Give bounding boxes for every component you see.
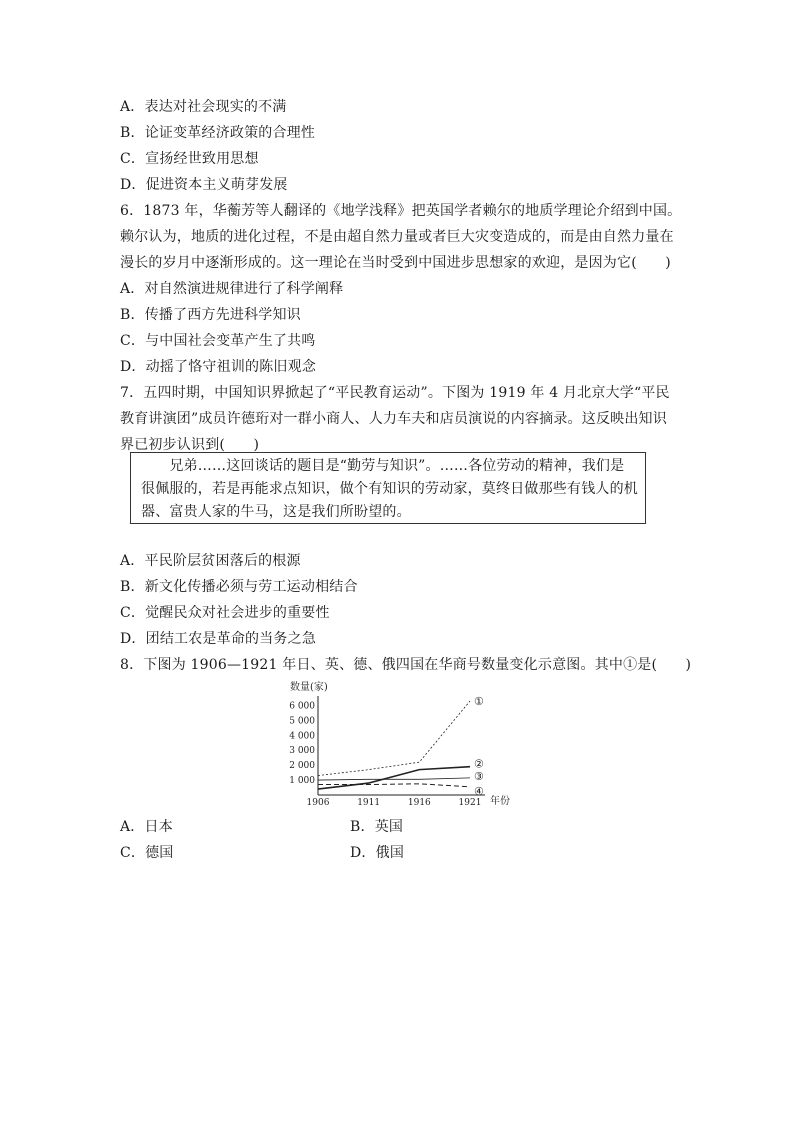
q6-stem-line-1: 6．1873 年，华蘅芳等人翻译的《地学浅释》把英国学者赖尔的地质学理论介绍到中国。	[120, 203, 682, 219]
series-label-4: ④	[474, 784, 484, 798]
series-label-3: ③	[474, 769, 484, 783]
x-tick-label: 1906	[306, 798, 330, 808]
q8-option-a: A．日本	[120, 819, 173, 835]
q7-quote-line-2: 很佩服的，若是再能求点知识，做个有知识的劳动家，莫终日做那些有钱人的机	[141, 481, 638, 497]
q6-stem-line-3: 漫长的岁月中逐渐形成的。这一理论在当时受到中国进步思想家的欢迎，是因为它( )	[120, 255, 671, 271]
q6-option-a: A．对自然演进规律进行了科学阐释	[120, 281, 344, 297]
y-tick-label: 6 000	[289, 701, 315, 712]
q7-quote-line-3: 器、富贵人家的牛马，这是我们所盼望的。	[141, 504, 411, 520]
q5-option-c: C．宣扬经世致用思想	[120, 151, 259, 167]
q8-option-b: B．英国	[350, 819, 404, 835]
q6-option-b: B．传播了西方先进科学知识	[120, 307, 301, 323]
y-tick-label: 2 000	[289, 761, 315, 772]
y-tick-label: 5 000	[289, 716, 315, 727]
q5-option-d: D．促进资本主义萌芽发展	[120, 177, 288, 193]
q7-quote-line-1: 兄弟……这回谈话的题目是“勤劳与知识”。……各位劳动的精神，我们是	[141, 458, 625, 474]
q8-line-chart	[280, 680, 530, 810]
x-tick-label: 1921	[458, 798, 482, 808]
y-tick-label: 4 000	[289, 731, 315, 742]
q8-stem: 8．下图为 1906—1921 年日、英、德、俄四国在华商号数量变化示意图。其中①是( )	[120, 657, 692, 673]
x-axis-ticks	[307, 798, 482, 808]
series-label-1: ①	[474, 694, 484, 708]
q8-option-d: D．俄国	[350, 845, 405, 861]
q7-option-a: A．平民阶层贫困落后的根源	[120, 553, 301, 569]
q7-stem-line-2: 教育讲演团”成员许德珩对一群小商人、人力车夫和店员演说的内容摘录。这反映出知识	[120, 411, 667, 427]
x-axis-label: 年份	[490, 796, 510, 807]
document-body	[120, 94, 690, 458]
series-line-1	[318, 701, 470, 776]
q8-option-c: C．德国	[120, 845, 174, 861]
q7-option-d: D．团结工农是革命的当务之急	[120, 631, 317, 647]
y-tick-label: 1 000	[289, 776, 315, 787]
y-tick-label: 3 000	[289, 746, 315, 757]
q5-option-b: B．论证变革经济政策的合理性	[120, 125, 316, 141]
q5-option-a: A．表达对社会现实的不满	[120, 99, 287, 115]
q7-stem-line-3: 界已初步认识到( )	[120, 437, 260, 453]
series-label-2: ②	[474, 757, 484, 771]
q6-option-d: D．动摇了恪守祖训的陈旧观念	[120, 359, 317, 375]
q7-quote-box	[130, 452, 646, 524]
x-tick-label: 1916	[407, 798, 431, 808]
y-axis-ticks	[289, 701, 315, 786]
q7-stem-line-1: 7．五四时期，中国知识界掀起了“平民教育运动”。下图为 1919 年 4 月北京大学“平民	[120, 385, 670, 401]
y-axis-label: 数量(家)	[290, 682, 328, 693]
q7-options-block	[120, 548, 690, 678]
q6-stem-line-2: 赖尔认为，地质的进化过程，不是由超自然力量或者巨大灾变造成的，而是由自然力量在	[120, 229, 674, 245]
series-group	[318, 695, 484, 798]
q6-option-c: C．与中国社会变革产生了共鸣	[120, 333, 316, 349]
q7-option-c: C．觉醒民众对社会进步的重要性	[120, 605, 330, 621]
x-tick-label: 1911	[357, 798, 381, 808]
series-line-3	[318, 778, 470, 780]
q7-option-b: B．新文化传播必须与劳工运动相结合	[120, 579, 358, 595]
q8-options-block	[120, 814, 690, 866]
